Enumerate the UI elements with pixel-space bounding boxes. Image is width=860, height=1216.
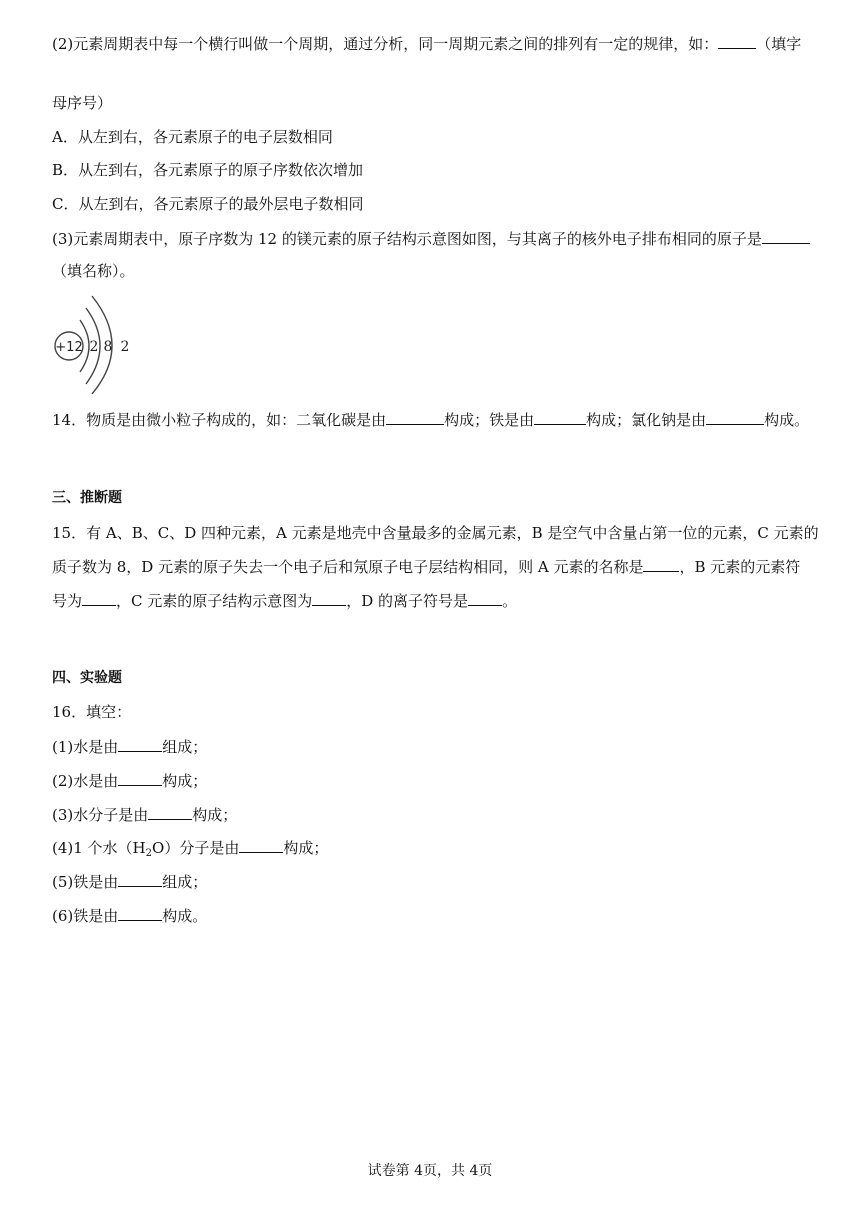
question-15-line3: 号为 ，C 元素的原子结构示意图为 ，D 的离子符号是 。 bbox=[52, 592, 518, 610]
section-heading-inference: 三、推断题 bbox=[52, 490, 122, 506]
question-16-title: 16．填空： bbox=[52, 703, 132, 721]
nucleus-charge: +12 bbox=[55, 340, 83, 355]
shell-1-count: 2 bbox=[89, 339, 99, 355]
q13-part2-line1: (2)元素周期表中每一个横行叫做一个周期，通过分析，同一周期元素之间的排列有一定的规律，如： （填字 bbox=[52, 35, 802, 53]
shell-2-count: 8 bbox=[103, 339, 113, 355]
answer-blank[interactable] bbox=[312, 590, 346, 606]
q16-item-1: (1)水是由 组成； bbox=[52, 738, 208, 756]
q16-item-5: (5)铁是由 组成； bbox=[52, 873, 208, 891]
answer-blank[interactable] bbox=[706, 409, 764, 425]
option-a: A．从左到右，各元素原子的电子层数相同 bbox=[52, 128, 333, 146]
q16-item-4: (4)1 个水$(H_2O)$分子是由 构成； bbox=[52, 839, 329, 859]
q16-item-2: (2)水是由 构成； bbox=[52, 772, 208, 790]
q16-item-3: (3)水分子是由 构成； bbox=[52, 806, 238, 824]
question-15-line2: 质子数为 8，D 元素的原子失去一个电子后和氖原子电子层结构相同，则 A 元素的名称是 ，B 元素的元素符 bbox=[52, 558, 801, 576]
q13-part3-line1: (3)元素周期表中，原子序数为 12 的镁元素的原子结构示意图如图，与其离子的核外电子排布相同的原子是 bbox=[52, 228, 810, 249]
q16-item-6: (6)铁是由 构成。 bbox=[52, 907, 208, 925]
section-heading-experiment: 四、实验题 bbox=[52, 670, 122, 686]
answer-blank[interactable] bbox=[534, 409, 586, 425]
answer-blank[interactable] bbox=[118, 736, 162, 752]
question-14: 14．物质是由微小粒子构成的，如：二氧化碳是由 构成；铁是由 构成；氯化钠是由 构成。 bbox=[52, 411, 810, 429]
question-15-line1: 15．有 A、B、C、D 四种元素，A 元素是地壳中含量最多的金属元素，B 是空气中含量占第一位的元素，C 元素的 bbox=[52, 524, 819, 542]
option-c: C．从左到右，各元素原子的最外层电子数相同 bbox=[52, 195, 364, 213]
answer-blank[interactable] bbox=[118, 871, 162, 887]
answer-blank[interactable] bbox=[118, 770, 162, 786]
option-b: B．从左到右，各元素原子的原子序数依次增加 bbox=[52, 161, 364, 179]
answer-blank[interactable] bbox=[762, 228, 810, 244]
answer-blank[interactable] bbox=[239, 837, 283, 853]
answer-blank[interactable] bbox=[386, 409, 444, 425]
answer-blank[interactable] bbox=[118, 905, 162, 921]
q13-part2-line2: 母序号） bbox=[52, 94, 113, 112]
answer-blank[interactable] bbox=[148, 804, 192, 820]
answer-blank[interactable] bbox=[468, 590, 502, 606]
atomic-structure-diagram bbox=[50, 290, 140, 394]
page-footer: 试卷第 4页，共 4页 bbox=[367, 1163, 493, 1179]
answer-blank[interactable] bbox=[82, 590, 116, 606]
q13-part3-line2: （填名称）。 bbox=[52, 262, 135, 280]
shell-3-count: 2 bbox=[120, 339, 130, 355]
answer-blank[interactable] bbox=[718, 33, 756, 49]
answer-blank[interactable] bbox=[643, 556, 679, 572]
